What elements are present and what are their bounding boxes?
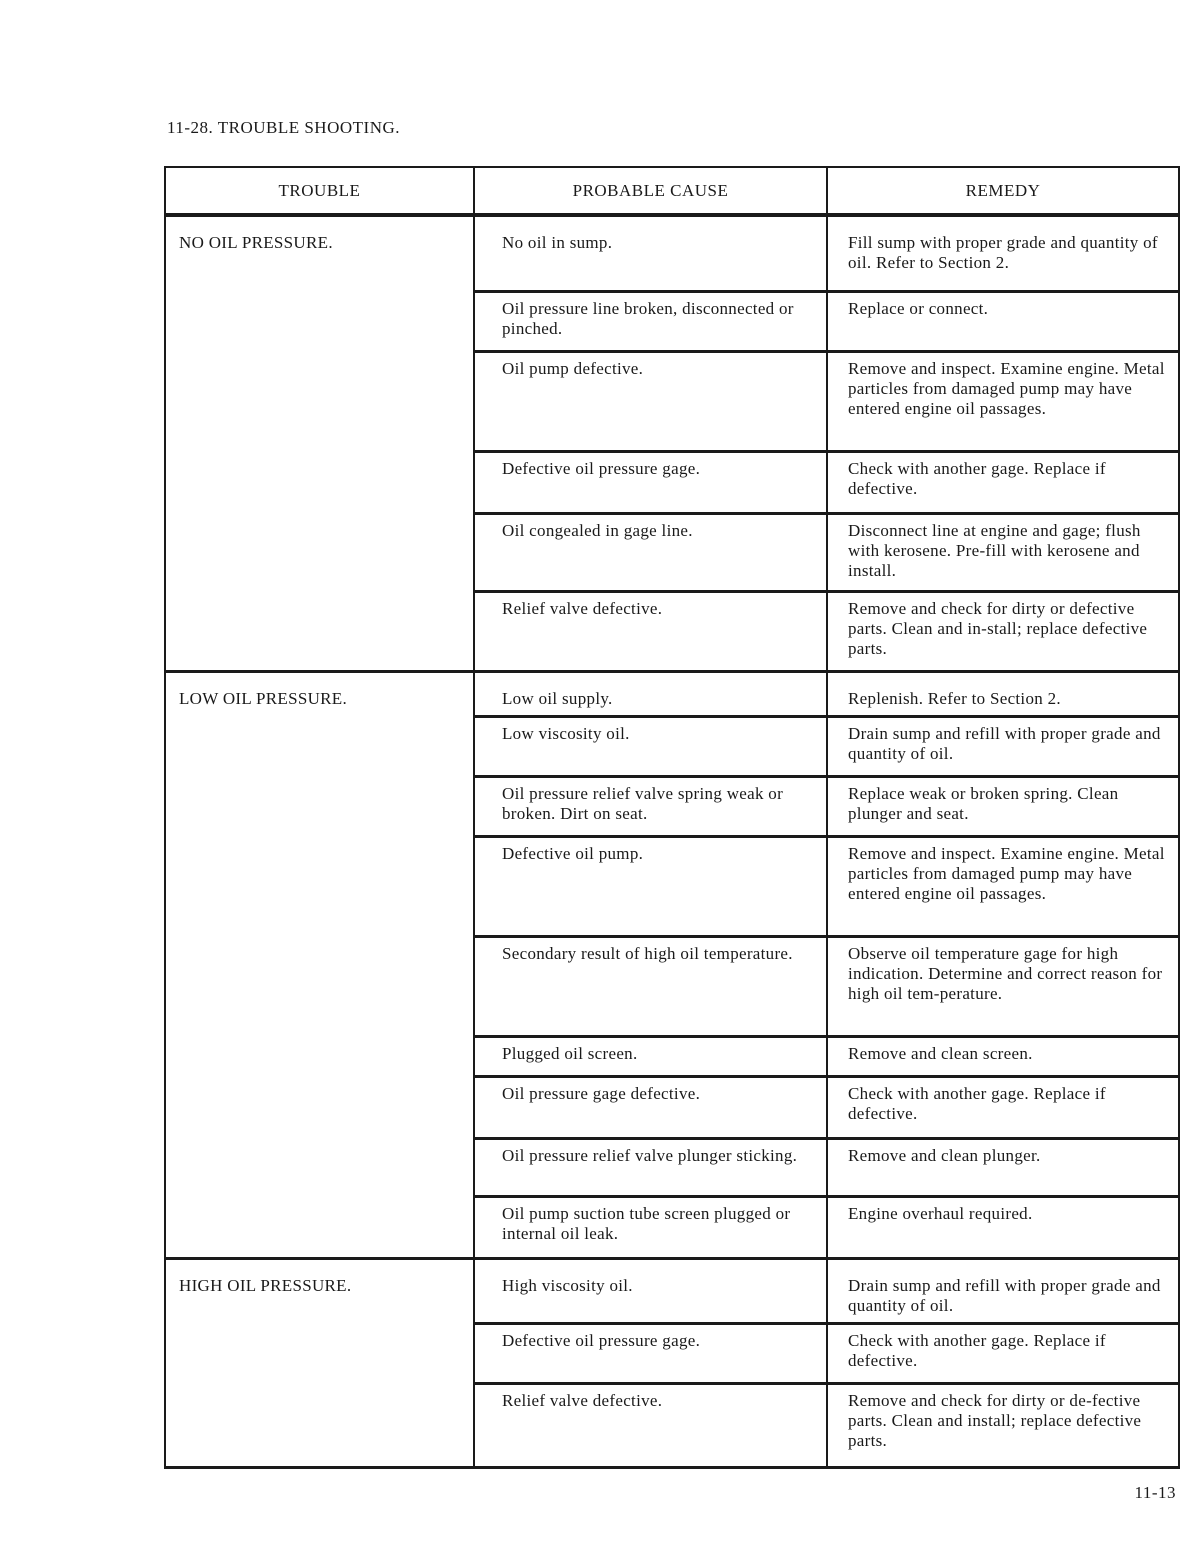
probable-cause-cell: No oil in sump. <box>474 215 827 291</box>
remedy-cell: Disconnect line at engine and gage; flush with kerosene. Pre-fill with kerosene and install. <box>827 513 1179 591</box>
probable-cause-cell: Oil pump defective. <box>474 351 827 451</box>
remedy-cell: Replace or connect. <box>827 291 1179 351</box>
remedy-cell: Fill sump with proper grade and quantity of oil. Refer to Section 2. <box>827 215 1179 291</box>
remedy-cell: Remove and check for dirty or defective parts. Clean and in-stall; replace defective parts. <box>827 591 1179 671</box>
remedy-cell: Replace weak or broken spring. Clean plunger and seat. <box>827 776 1179 836</box>
probable-cause-cell: Relief valve defective. <box>474 591 827 671</box>
probable-cause-cell: Defective oil pressure gage. <box>474 1323 827 1383</box>
header-probable-cause: PROBABLE CAUSE <box>474 167 827 215</box>
probable-cause-cell: Plugged oil screen. <box>474 1036 827 1076</box>
remedy-cell: Check with another gage. Replace if defective. <box>827 1323 1179 1383</box>
probable-cause-cell: Low viscosity oil. <box>474 716 827 776</box>
remedy-cell: Replenish. Refer to Section 2. <box>827 671 1179 716</box>
section-title: 11-28. TROUBLE SHOOTING. <box>167 118 400 137</box>
remedy-cell: Remove and clean plunger. <box>827 1138 1179 1196</box>
header-trouble: TROUBLE <box>165 167 474 215</box>
table-row <box>165 1258 1179 1323</box>
table-row <box>165 671 1179 716</box>
remedy-cell: Check with another gage. Replace if defective. <box>827 1076 1179 1138</box>
probable-cause-cell: High viscosity oil. <box>474 1258 827 1323</box>
probable-cause-cell: Defective oil pump. <box>474 836 827 936</box>
trouble-cell: HIGH OIL PRESSURE. <box>165 1258 474 1467</box>
probable-cause-cell: Defective oil pressure gage. <box>474 451 827 513</box>
probable-cause-cell: Oil pressure line broken, disconnected or pinched. <box>474 291 827 351</box>
remedy-cell: Drain sump and refill with proper grade and quantity of oil. <box>827 716 1179 776</box>
header-remedy: REMEDY <box>827 167 1179 215</box>
probable-cause-cell: Secondary result of high oil temperature. <box>474 936 827 1036</box>
page-number: 11-13 <box>1134 1483 1176 1502</box>
trouble-cell: LOW OIL PRESSURE. <box>165 671 474 1258</box>
remedy-cell: Drain sump and refill with proper grade and quantity of oil. <box>827 1258 1179 1323</box>
probable-cause-cell: Oil pressure relief valve plunger sticking. <box>474 1138 827 1196</box>
table-body <box>165 215 1179 1467</box>
probable-cause-cell: Oil congealed in gage line. <box>474 513 827 591</box>
probable-cause-cell: Oil pump suction tube screen plugged or internal oil leak. <box>474 1196 827 1258</box>
probable-cause-cell: Oil pressure gage defective. <box>474 1076 827 1138</box>
table-header-row <box>165 167 1179 215</box>
remedy-cell: Engine overhaul required. <box>827 1196 1179 1258</box>
probable-cause-cell: Oil pressure relief valve spring weak or broken. Dirt on seat. <box>474 776 827 836</box>
remedy-cell: Remove and clean screen. <box>827 1036 1179 1076</box>
remedy-cell: Observe oil temperature gage for high indication. Determine and correct reason for high oil tem-perature. <box>827 936 1179 1036</box>
probable-cause-cell: Relief valve defective. <box>474 1383 827 1467</box>
probable-cause-cell: Low oil supply. <box>474 671 827 716</box>
table-row <box>165 215 1179 291</box>
remedy-cell: Remove and inspect. Examine engine. Metal particles from damaged pump may have entered engine oil passages. <box>827 351 1179 451</box>
remedy-cell: Remove and inspect. Examine engine. Metal particles from damaged pump may have entered engine oil passages. <box>827 836 1179 936</box>
remedy-cell: Remove and check for dirty or de-fective parts. Clean and install; replace defective parts. <box>827 1383 1179 1467</box>
trouble-shooting-table <box>164 166 1180 1469</box>
remedy-cell: Check with another gage. Replace if defective. <box>827 451 1179 513</box>
trouble-cell: NO OIL PRESSURE. <box>165 215 474 671</box>
